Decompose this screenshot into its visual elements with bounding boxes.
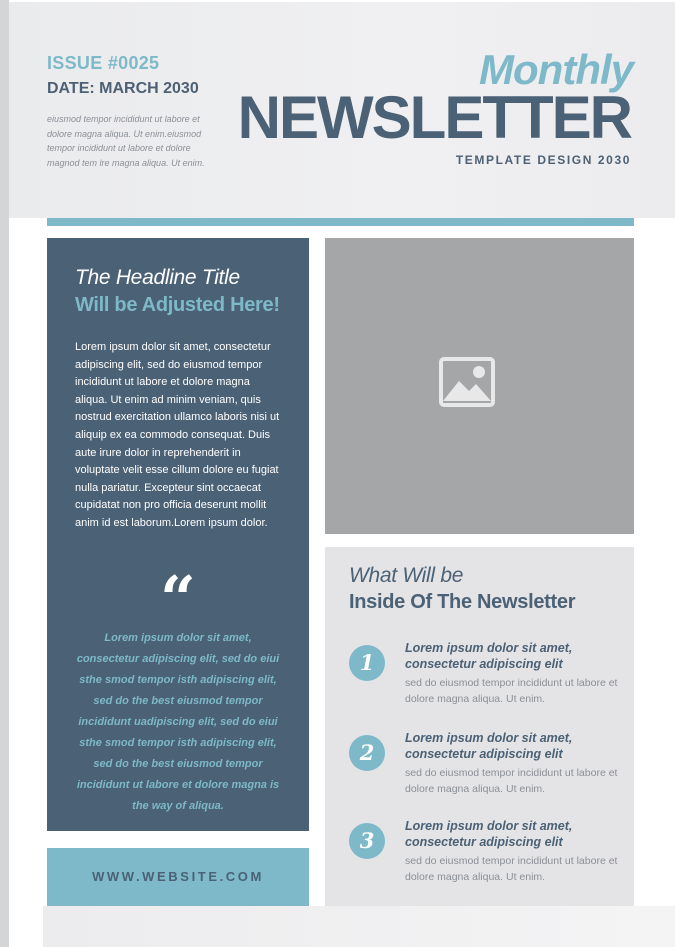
feature-article-panel: [47, 238, 309, 831]
item-number-badge: 2: [349, 735, 385, 771]
newsletter-title: NEWSLETTER: [237, 84, 631, 151]
quote-icon: “: [160, 562, 196, 635]
item-text: sed do eiusmod tempor incididunt ut labore et dolore magna aliqua. Ut enim.: [405, 677, 618, 705]
template-subtitle: TEMPLATE DESIGN 2030: [455, 153, 631, 167]
item-title: Lorem ipsum dolor sit amet, consectetur adipiscing elit: [405, 819, 573, 849]
feature-headline-line2: Will be Adjusted Here!: [75, 294, 280, 316]
website-link[interactable]: WWW.WEBSITE.COM: [92, 869, 264, 884]
contents-panel: [325, 547, 634, 906]
image-placeholder: [325, 238, 634, 534]
title-script: Monthly: [479, 46, 633, 93]
pull-quote: Lorem ipsum dolor sit amet, consectetur adipiscing elit, sed do eiui sthe smod tempor isth adipiscing elit, sed do the best eiusmod tempor incididunt uadipiscing elit, sed do eiui sthe smod tempor isth adipiscing elit, sed do the best eiusmod tempor incididunt ut labore et dolore magna is the way of aliqua.: [76, 632, 280, 812]
left-edge-band: [0, 0, 9, 947]
website-footer: [47, 848, 309, 906]
bottom-band: [43, 906, 675, 947]
contents-item: [349, 641, 619, 715]
accent-divider: [47, 218, 634, 226]
item-number-badge: 3: [349, 823, 385, 859]
item-text: sed do eiusmod tempor incididunt ut labore et dolore magna aliqua. Ut enim.: [405, 767, 618, 795]
feature-headline-line1: The Headline Title: [75, 266, 240, 289]
item-title: Lorem ipsum dolor sit amet, consectetur adipiscing elit: [405, 731, 573, 761]
feature-body-text: Lorem ipsum dolor sit amet, consectetur adipiscing elit, sed do eiusmod tempor incididunt ut labore et dolore magna aliqua. Ut enim ad minim veniam, quis nostrud exercitation ullamco laboris nisi ut aliquip ex ea commodo consequat. Duis aute irure dolor in reprehenderit in voluptate velit esse cillum dolore eu fugiat nulla pariatur. Excepteur sint occaecat cupidatat non pro officia deserunt mollit anim id est laborum.Lorem ipsum dolor.: [75, 341, 280, 529]
item-text: sed do eiusmod tempor incididunt ut labore et dolore magna aliqua. Ut enim.: [405, 855, 618, 883]
contents-item: [349, 731, 619, 805]
image-icon: [439, 357, 495, 407]
item-title: Lorem ipsum dolor sit amet, consectetur adipiscing elit: [405, 641, 573, 671]
contents-title-line2: Inside Of The Newsletter: [349, 591, 576, 613]
item-number-badge: 1: [349, 645, 385, 681]
masthead-intro-text: eiusmod tempor incididunt ut labore et dolore magna aliqua. Ut enim.eiusmod tempor incididunt ut labore et dolore magnod tem lre magna aliqua. Ut enim.: [47, 114, 205, 168]
issue-number: ISSUE #0025: [47, 53, 160, 73]
contents-title-line1: What Will be: [349, 564, 464, 587]
contents-item: [349, 819, 619, 893]
issue-date: DATE: MARCH 2030: [47, 80, 199, 97]
